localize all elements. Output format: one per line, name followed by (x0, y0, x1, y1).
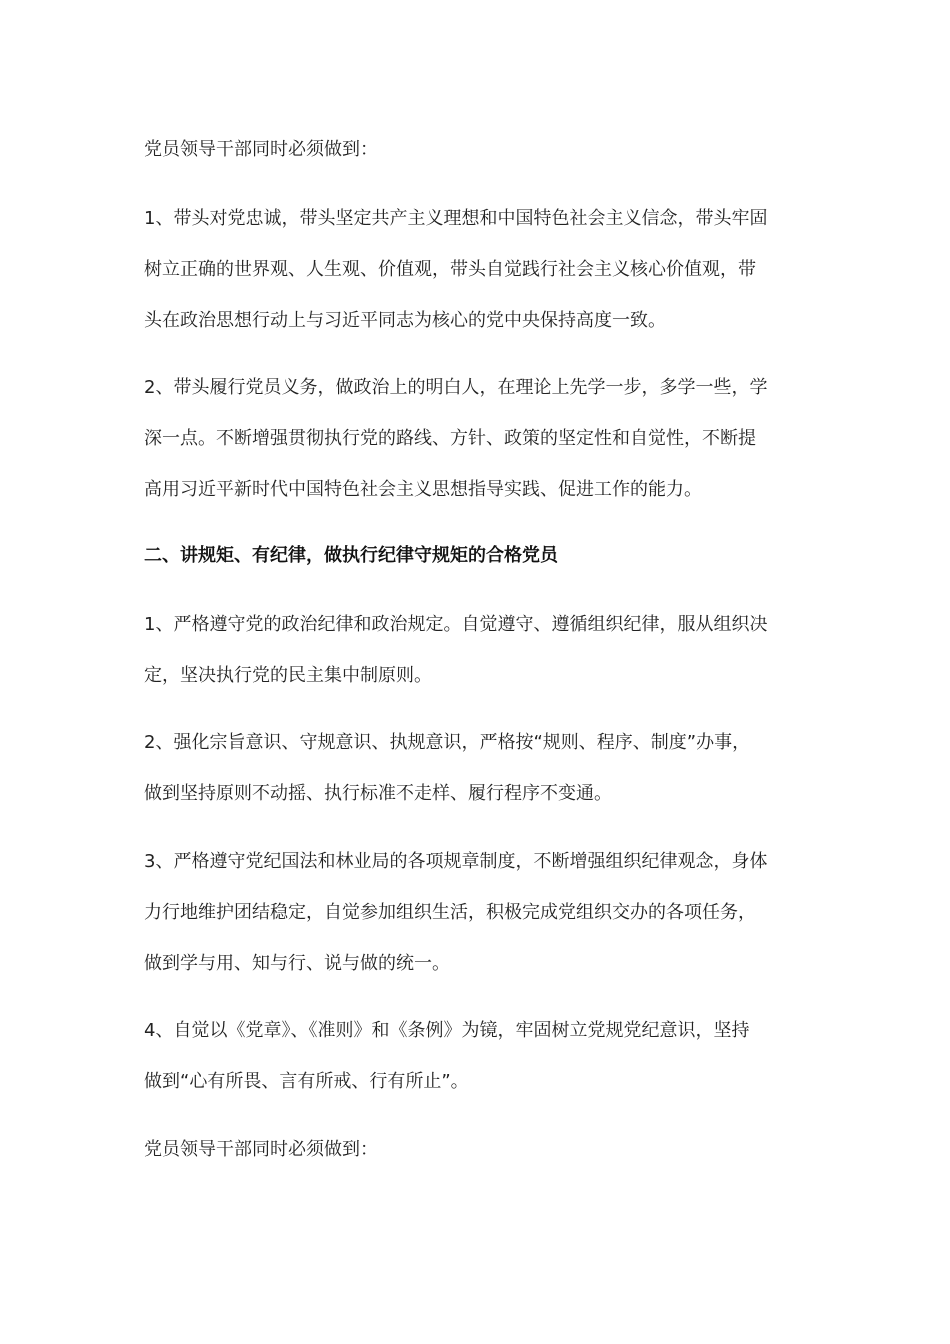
text-line: 力行地维护团结稳定，自觉参加组织生活，积极完成党组织交办的各项任务， (144, 902, 756, 923)
text-line: 做到学与用、知与行、说与做的统一。 (144, 953, 450, 974)
text-line: 定，坚决执行党的民主集中制原则。 (144, 665, 432, 686)
text-line: 深一点。不断增强贯彻执行党的路线、方针、政策的坚定性和自觉性，不断提 (144, 428, 756, 449)
heading-line: 二、讲规矩、有纪律，做执行纪律守规矩的合格党员 (144, 545, 558, 566)
text-line: 3、严格遵守党纪国法和林业局的各项规章制度，不断增强组织纪律观念，身体 (144, 851, 768, 872)
text-line: 党员领导干部同时必须做到： (144, 1139, 378, 1160)
paragraph-discipline-item-3 (144, 836, 812, 989)
paragraph-discipline-item-4 (144, 1005, 812, 1107)
text-line: 4、自觉以《党章》、《准则》和《条例》为镜，牢固树立党规党纪意识，坚持 (144, 1020, 750, 1041)
paragraph-discipline-item-1 (144, 599, 812, 701)
text-line: 1、严格遵守党的政治纪律和政治规定。自觉遵守、遵循组织纪律，服从组织决 (144, 614, 768, 635)
text-line: 树立正确的世界观、人生观、价值观，带头自觉践行社会主义核心价值观，带 (144, 259, 756, 280)
text-line: 2、带头履行党员义务，做政治上的明白人，在理论上先学一步，多学一些，学 (144, 377, 768, 398)
text-line: 1、带头对党忠诚，带头坚定共产主义理想和中国特色社会主义信念，带头牢固 (144, 208, 768, 229)
text-line: 头在政治思想行动上与习近平同志为核心的党中央保持高度一致。 (144, 310, 666, 331)
paragraph-leaders-requirement-2 (144, 1124, 812, 1175)
text-line: 高用习近平新时代中国特色社会主义思想指导实践、促进工作的能力。 (144, 479, 702, 500)
text-line: 做到坚持原则不动摇、执行标准不走样、履行程序不变通。 (144, 783, 612, 804)
paragraph-leaders-requirement-1 (144, 124, 812, 175)
section-heading-discipline (144, 530, 812, 581)
text-line: 党员领导干部同时必须做到： (144, 139, 378, 160)
paragraph-item-1-loyalty (144, 193, 812, 346)
paragraph-item-2-duties (144, 362, 812, 515)
text-line: 做到“心有所畏、言有所戒、行有所止”。 (144, 1071, 469, 1092)
paragraph-discipline-item-2 (144, 717, 812, 819)
text-line: 2、强化宗旨意识、守规意识、执规意识，严格按“规则、程序、制度”办事， (144, 732, 751, 753)
